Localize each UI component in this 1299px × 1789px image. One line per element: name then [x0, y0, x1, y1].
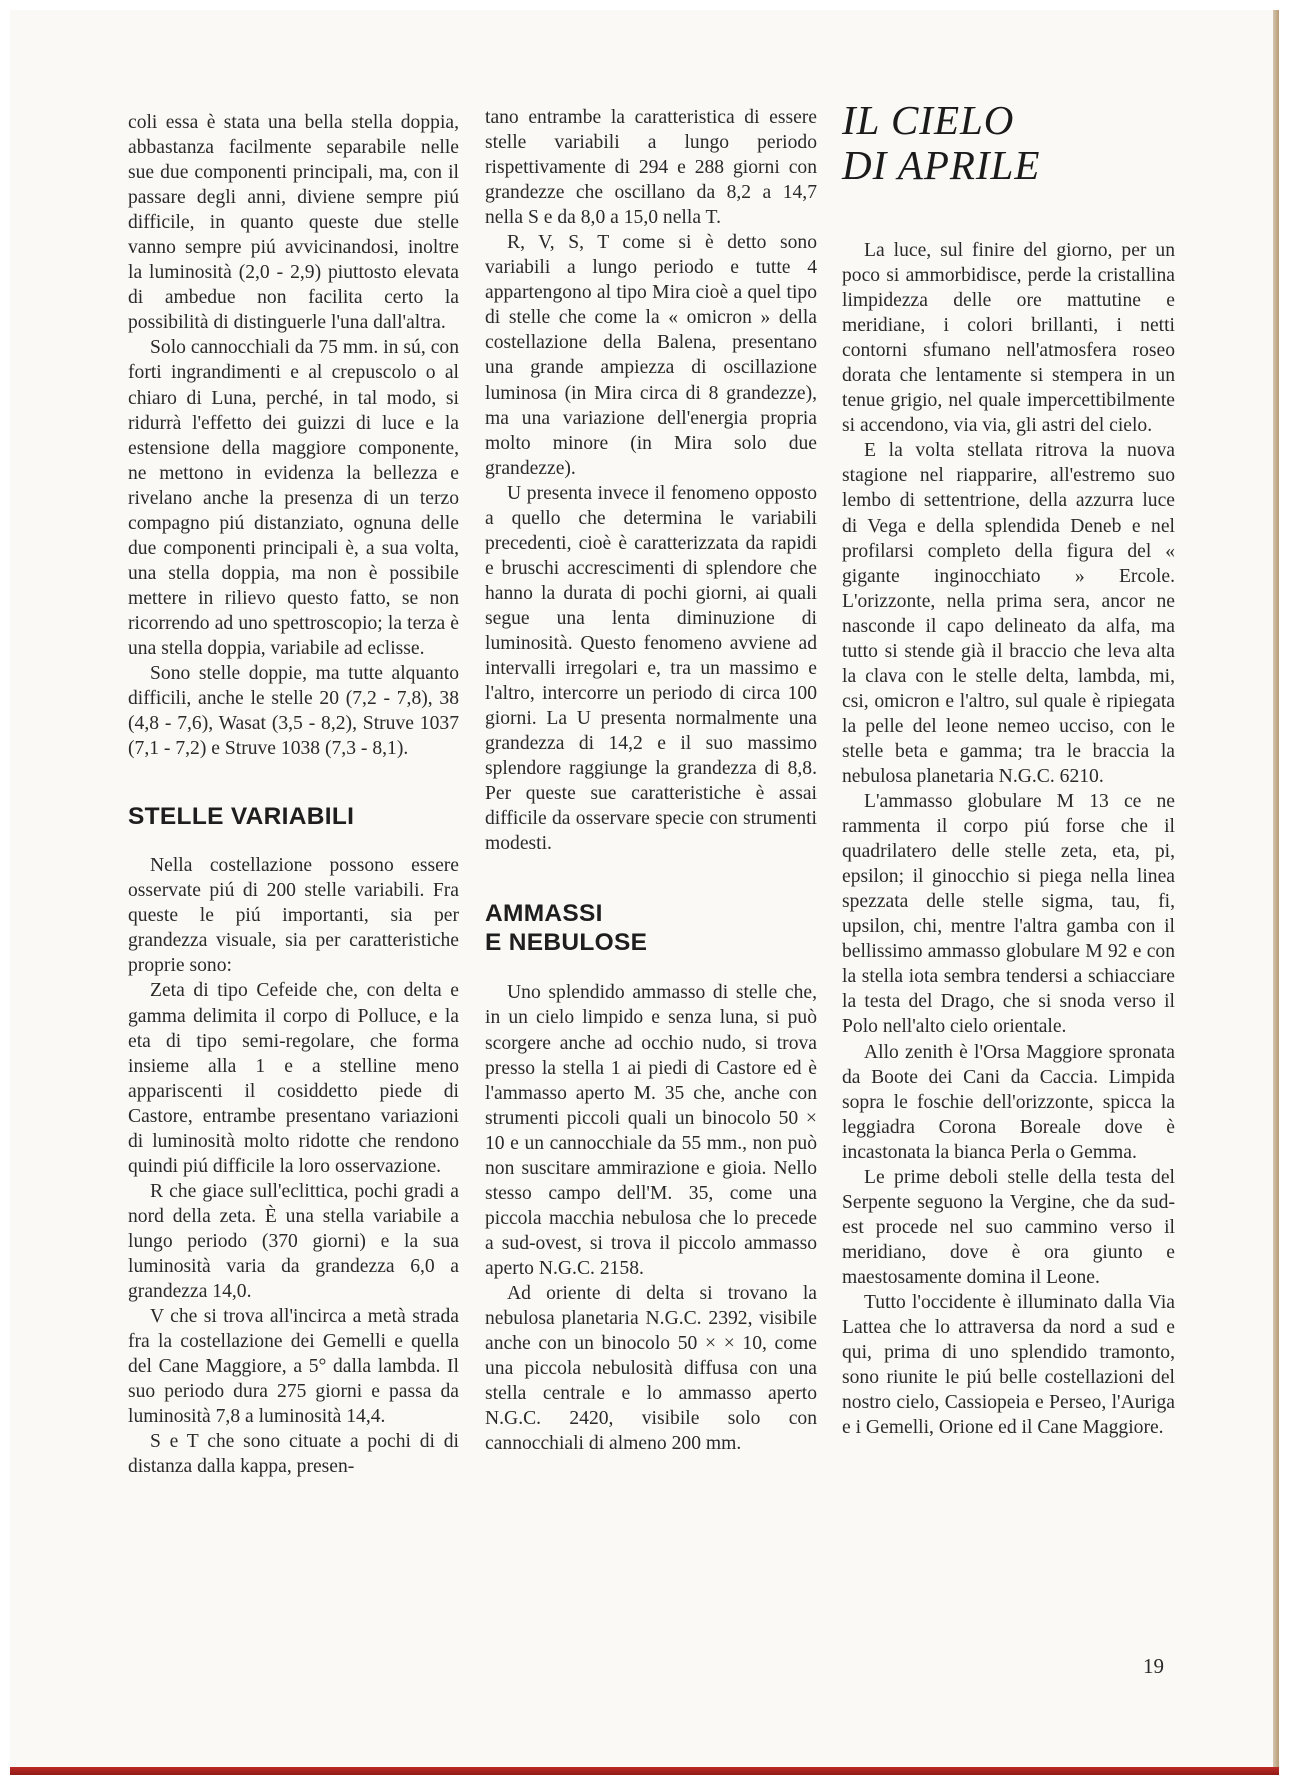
column-3	[842, 92, 1175, 1440]
paragraph: S e T che sono cituate a pochi di di distanza dalla kappa, presen-	[128, 1431, 459, 1478]
heading-line: AMMASSI	[485, 900, 603, 928]
paragraph: R che giace sull'eclittica, pochi gradi a nord della zeta. È una stella variabile a lungo periodo (370 giorni) e la sua luminosità varia da grandezza 6,0 a grandezza 14,0.	[128, 1180, 459, 1303]
paragraph: Ad oriente di delta si trovano la nebulosa planetaria N.G.C. 2392, visibile anche con un binocolo 50 × × 10, come una piccola nebulosità diffusa con una stella centrale e lo ammasso aperto N.G.C. 2420, visibile solo con cannocchiali di almeno 200 mm.	[485, 1282, 817, 1455]
paragraph: Uno splendido ammasso di stelle che, in un cielo limpido e senza luna, si può scorgere anche ad occhio nudo, si trova presso la stella 1 ai piedi di Castore ed è l'ammasso aperto M. 35 che, anche con strumenti piccoli quali un binocolo 50 × 10 e un cannocchiale da 55 mm., non può non suscitare ammirazione e gioia. Nello stesso campo dell'M. 35, come una piccola macchia nebulosa che lo precede a sud-ovest, si trova il piccolo ammasso aperto N.G.C. 2158.	[485, 982, 817, 1279]
page-edge-bottom	[10, 1767, 1279, 1775]
paragraph: U presenta invece il fenomeno opposto a quello che determina le variabili precedenti, cioè è caratterizzata da rapidi e bruschi accrescimenti di splendore che hanno la durata di pochi giorni, ai quali segue una lenta diminuzione di luminosità. Questo fenomeno avviene ad intervalli irregolari e, tra un massimo e l'altro, intercorre un periodo di circa 100 giorni. La U presenta normalmente una grandezza di 14,2 e il suo massimo splendore raggiunge la grandezza di 8,8. Per queste sue caratteristiche è assai difficile da osservare specie con strumenti modesti.	[485, 482, 817, 855]
paragraph: coli essa è stata una bella stella doppia, abbastanza facilmente separabile nelle sue due componenti principali, ma, con il passare degli anni, diviene sempre piú difficile, in quanto queste due stelle vanno sempre piú avvicinandosi, inoltre la luminosità (2,0 - 2,9) piuttosto elevata di ambedue non facilita certo la possibilità di distinguerle l'una dall'altra.	[128, 112, 459, 334]
paragraph: R, V, S, T come si è detto sono variabili a lungo periodo e tutte 4 appartengono al tipo Mira cioè a quel tipo di stelle che come la « omicron » della costellazione della Balena, presentano una grande ampiezza di oscillazione luminosa (in Mira circa di 8 grandezze), ma una variazione dell'energia propria molto minore (in Mira solo due grandezze).	[485, 232, 817, 479]
paragraph: Allo zenith è l'Orsa Maggiore spronata da Boote dei Cani da Caccia. Limpida sopra le foschie dell'orizzonte, spicca la leggiadra Corona Boreale dove è incastonata la bianca Perla o Gemma.	[842, 1041, 1175, 1163]
paragraph: Tutto l'occidente è illuminato dalla Via Lattea che lo attraversa da nord a sud e qui, prima di uno splendido tramonto, sono riunite le piú belle costellazioni del nostro cielo, Cassiopeia e Perseo, l'Auriga e i Gemelli, Orione ed il Cane Maggiore.	[842, 1291, 1175, 1439]
heading-line: E NEBULOSE	[485, 929, 648, 957]
column-1	[128, 110, 459, 1479]
article-title	[842, 98, 1175, 188]
paragraph: Solo cannocchiali da 75 mm. in sú, con forti ingrandimenti e al crepuscolo o al chiaro di Luna, perché, in tal modo, si ridurrà l'effetto dei guizzi di luce e la estensione della maggiore componente, ne mettono in evidenza la bellezza e rivelano anche la presenza di un terzo compagno piú distanziato, ognuna delle due componenti principali è, a sua volta, una stella doppia, ma non è possibile mettere in rilievo questo fatto, se non ricorrendo ad uno spettroscopio; la terza è una stella doppia, variabile ad eclisse.	[128, 337, 459, 659]
page-number: 19	[1143, 1654, 1164, 1678]
title-line: DI APRILE	[842, 142, 1041, 188]
paragraph: Le prime deboli stelle della testa del Serpente seguono la Vergine, che da sud-est procede nel suo cammino verso il meridiano, dove è ora giunto e maestosamente domina il Leone.	[842, 1166, 1175, 1288]
paragraph: L'ammasso globulare M 13 ce ne rammenta il corpo piú forse che il quadrilatero delle stelle zeta, eta, pi, epsilon; il ginocchio si piega nella linea spezzata delle stelle sigma, tau, fi, upsilon, chi, mentre l'altra gamba con il bellissimo ammasso globulare M 92 e con la stella iota sembra tendersi a schiacciare la testa del Drago, che si snoda verso il Polo nell'alto cielo orientale.	[842, 791, 1175, 1038]
paragraph: tano entrambe la caratteristica di essere stelle variabili a lungo periodo rispettivamente di 294 e 288 giorni con grandezze che oscillano da 8,2 a 14,7 nella S e da 8,0 a 15,0 nella T.	[485, 107, 817, 229]
paragraph: Zeta di tipo Cefeide che, con delta e gamma delimita il corpo di Polluce, e la eta di tipo semi-regolare, che forma insieme alla 1 e a stelline meno appariscenti il cosiddetto piede di Castore, entrambe presentano variazioni di luminosità molto ridotte che rendono quindi piú difficile la loro osservazione.	[128, 980, 459, 1177]
paragraph: La luce, sul finire del giorno, per un poco si ammorbidisce, perde la cristallina limpidezza delle ore mattutine e meridiane, i colori brillanti, i netti contorni sfumano nell'atmosfera roseo dorata che lentamente si stempera in un tenue grigio, nel quale impercettibilmente si accendono, via via, gli astri del cielo.	[842, 240, 1175, 437]
title-line: IL CIELO	[842, 97, 1015, 143]
section-heading-stelle-variabili: STELLE VARIABILI	[128, 803, 355, 831]
paragraph: Nella costellazione possono essere osservate piú di 200 stelle variabili. Fra queste le piú importanti, sia per grandezza visuale, sia per caratteristiche proprie sono:	[128, 855, 459, 977]
section-heading-ammassi-e-nebulose	[485, 899, 817, 957]
column-2	[485, 105, 817, 1456]
paragraph: Sono stelle doppie, ma tutte alquanto difficili, anche le stelle 20 (7,2 - 7,8), 38 (4,8 - 7,6), Wasat (3,5 - 8,2), Struve 1037 (7,1 - 7,2) e Struve 1038 (7,3 - 8,1).	[128, 663, 459, 760]
paragraph: E la volta stellata ritrova la nuova stagione nel riapparire, all'estremo suo lembo di settentrione, della azzurra luce di Vega e della splendida Deneb e nel profilarsi completo della figura del « gigante inginocchiato » Ercole. L'orizzonte, nella prima sera, ancor ne nasconde il capo delineato da alfa, ma tutto si stende già il braccio che leva alta la clava con le stelle delta, lambda, mi, csi, omicron e l'altro, sul quale è ripiegata la pelle del leone nemeo ucciso, con le stelle beta e gamma; tra le braccia la nebulosa planetaria N.G.C. 6210.	[842, 440, 1175, 787]
paragraph: V che si trova all'incirca a metà strada fra la costellazione dei Gemelli e quella del Cane Maggiore, a 5° dalla lambda. Il suo periodo dura 275 giorni e passa da luminosità 7,8 a luminosità 14,4.	[128, 1306, 459, 1428]
page-edge-right	[1273, 10, 1279, 1767]
